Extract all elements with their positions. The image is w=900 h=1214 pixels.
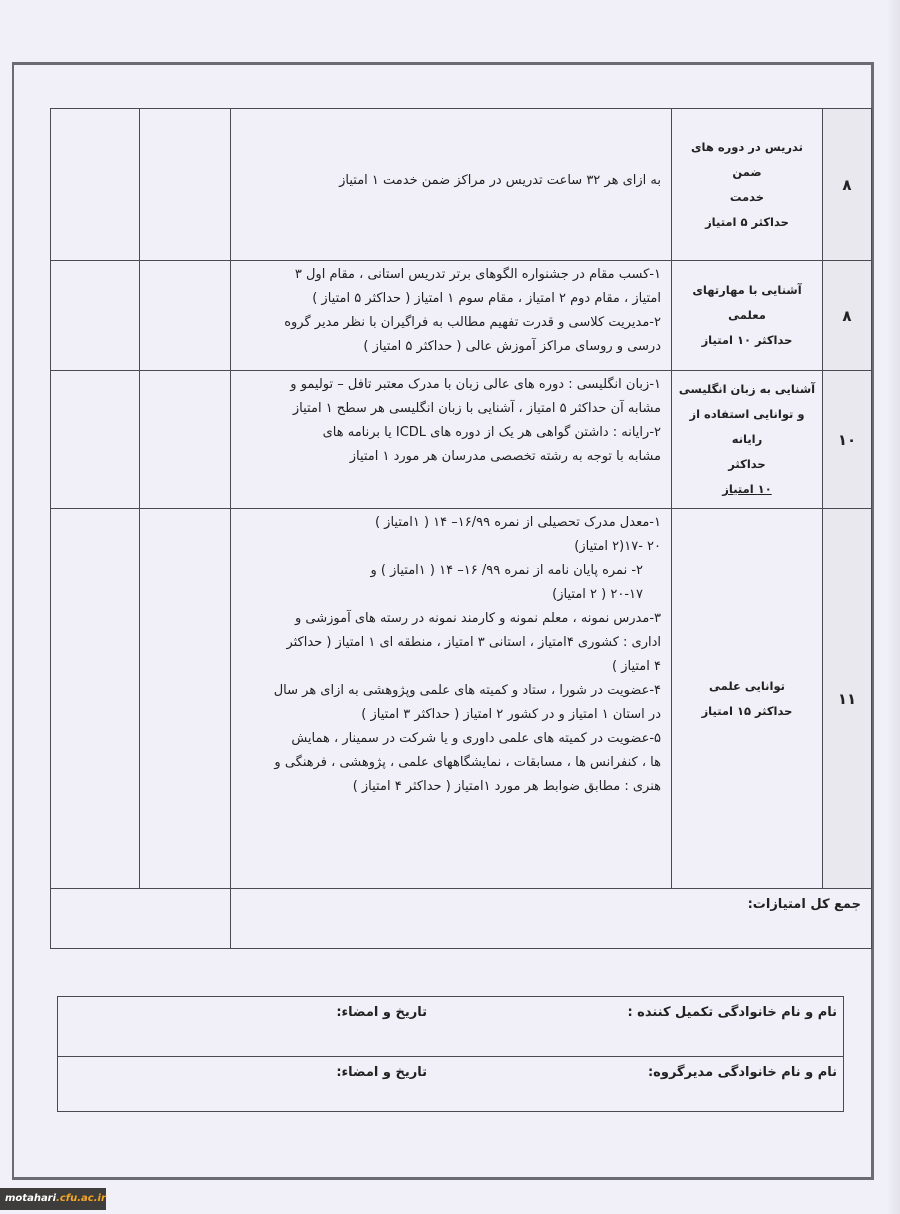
completer-name-label: نام و نام خانوادگی تکمیل کننده :: [627, 1005, 837, 1020]
row-number: ۱۰: [823, 371, 872, 509]
scan-edge-shadow: [886, 0, 900, 1214]
score-cell[interactable]: [51, 509, 140, 889]
score-cell[interactable]: [140, 261, 231, 371]
group-manager-name-label: نام و نام خانوادگی مدیرگروه:: [647, 1065, 837, 1080]
criterion-title: توانایی علمی حداکثر ۱۵ امتیاز: [672, 509, 823, 889]
score-table: [50, 108, 872, 949]
table-row: [51, 509, 872, 889]
total-label: جمع کل امتیازات:: [231, 889, 872, 949]
criterion-title: آشنایی به زبان انگلیسی و توانایی استفاده از رایانه حداکثر ۱۰ امتیاز: [672, 371, 823, 509]
signature-cell[interactable]: [58, 1057, 844, 1112]
signature-table: [57, 996, 844, 1112]
total-value-cell[interactable]: [51, 889, 231, 949]
score-cell[interactable]: [51, 261, 140, 371]
criterion-description: ۱-زبان انگلیسی : دوره های عالی زبان با مدرک معتبر تافل – تولیمو و مشابه آن حداکثر ۵ امتیاز ، آشنایی با زبان انگلیسی هر سطح ۱ امتیاز ۲-رایانه : داشتن گواهی هر یک از دوره های ICDL یا برنامه های مشابه با توجه به رشته تخصصی مدرسان هر مورد ۱ امتیاز: [231, 371, 672, 509]
score-cell[interactable]: [51, 109, 140, 261]
criterion-description: به ازای هر ۳۲ ساعت تدریس در مراکز ضمن خدمت ۱ امتیاز: [231, 109, 672, 261]
total-row: [51, 889, 872, 949]
criterion-title: آشنایی با مهارتهای معلمی حداکثر ۱۰ امتیاز: [672, 261, 823, 371]
score-cell[interactable]: [140, 509, 231, 889]
row-number: ۸: [823, 261, 872, 371]
group-manager-date-signature-label: تاریخ و امضاء:: [336, 1065, 427, 1080]
site-watermark: motahari.cfu.ac.ir: [0, 1188, 106, 1210]
completer-date-signature-label: تاریخ و امضاء:: [336, 1005, 427, 1020]
signature-cell[interactable]: [58, 997, 844, 1057]
criterion-description: ۱-کسب مقام در جشنواره الگوهای برتر تدریس استانی ، مقام اول ۳ امتیاز ، مقام دوم ۲ امتیاز ، مقام سوم ۱ امتیاز ( حداکثر ۵ امتیاز ) ۲-مدیریت کلاسی و قدرت تفهیم مطالب به فراگیران با نظر مدیر گروه درسی و روسای مراکز آموزش عالی ( حداکثر ۵ امتیاز ): [231, 261, 672, 371]
signature-row: [58, 1057, 844, 1112]
score-cell[interactable]: [140, 109, 231, 261]
criterion-description: ۱-معدل مدرک تحصیلی از نمره ۱۶/۹۹– ۱۴ ( ۱امتیاز ) ۲۰ -۱۷(۲ امتیاز) ۲- نمره پایان نامه از نمره ۹۹/ ۱۶– ۱۴ ( ۱امتیاز ) و ۲۰-۱۷ ( ۲ امتیاز) ۳-مدرس نمونه ، معلم نمونه و کارمند نمونه در رسته های آموزشی و اداری : کشوری ۴امتیاز ، استانی ۳ امتیاز ، منطقه ای ۱ امتیاز ( حداکثر ۴ امتیاز ) ۴-عضویت در شورا ، ستاد و کمیته های علمی وپژوهشی به ازای هر سال در استان ۱ امتیاز و در کشور ۲ امتیاز ( حداکثر ۳ امتیاز ) ۵-عضویت در کمیته های علمی داوری و یا شرکت در سمینار ، همایش ها ، کنفرانس ها ، مسابقات ، نمایشگاههای علمی ، پژوهشی ، فرهنگی و هنری : مطابق ضوابط هر مورد ۱امتیاز ( حداکثر ۴ امتیاز ): [231, 509, 672, 889]
row-number: ۸: [823, 109, 872, 261]
table-row: [51, 371, 872, 509]
row-number: ۱۱: [823, 509, 872, 889]
table-row: [51, 261, 872, 371]
criterion-title: تدریس در دوره های ضمن خدمت حداکثر ۵ امتیاز: [672, 109, 823, 261]
table-row: [51, 109, 872, 261]
signature-row: [58, 997, 844, 1057]
score-cell[interactable]: [51, 371, 140, 509]
score-cell[interactable]: [140, 371, 231, 509]
